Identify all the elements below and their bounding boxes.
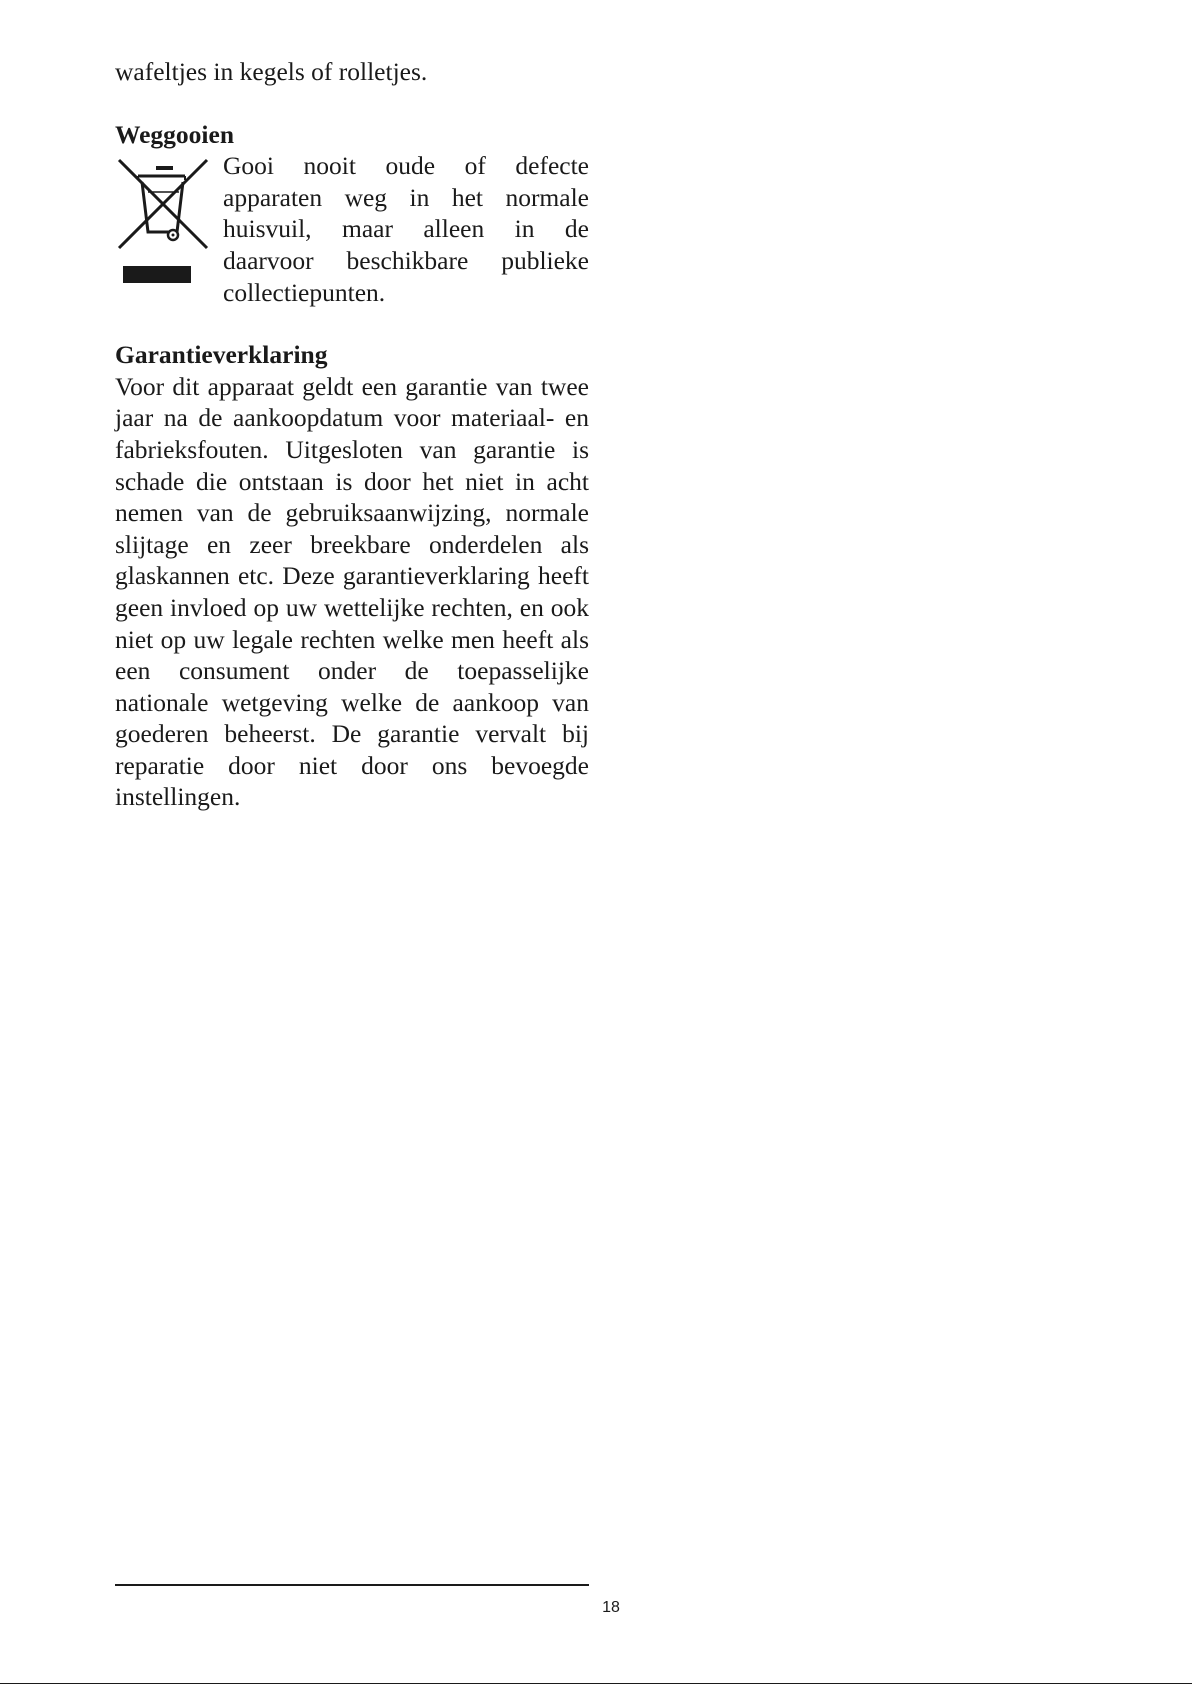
weee-crossed-out-bin-icon	[115, 156, 215, 290]
disposal-section	[115, 119, 589, 309]
intro-line: wafeltjes in kegels of rolletjes.	[115, 57, 428, 86]
page-bottom-edge	[0, 1683, 1192, 1684]
page-number: 18	[602, 1599, 620, 1616]
disposal-text: Gooi nooit oude of defecte apparaten weg in het normale huisvuil, maar alleen in de daarvoor beschikbare publieke collectiepunten.	[223, 151, 589, 307]
main-text-column	[115, 56, 589, 813]
warranty-heading: Garantieverklaring	[115, 340, 328, 370]
warranty-text: Voor dit apparaat geldt een garantie van twee jaar na de aankoopdatum voor materiaal- en fabrieksfouten. Uitgesloten van garantie is schade die ontstaan is door het niet in acht nemen van de gebruiksaanwijzing, normale slijtage en zeer breekbare onderdelen als glaskannen etc. Deze garantieverklaring heeft geen invloed op uw wettelijke rechten, en ook niet op uw legale rechten welke men heeft als een consument onder de toepasselijke nationale wetgeving welke de aankoop van goederen beheerst. De garantie vervalt bij reparatie door niet door ons bevoegde instellingen.	[115, 371, 589, 812]
disposal-row	[115, 150, 589, 308]
warranty-section	[115, 339, 589, 813]
footer-divider	[115, 1584, 589, 1586]
disposal-heading: Weggooien	[115, 119, 234, 149]
